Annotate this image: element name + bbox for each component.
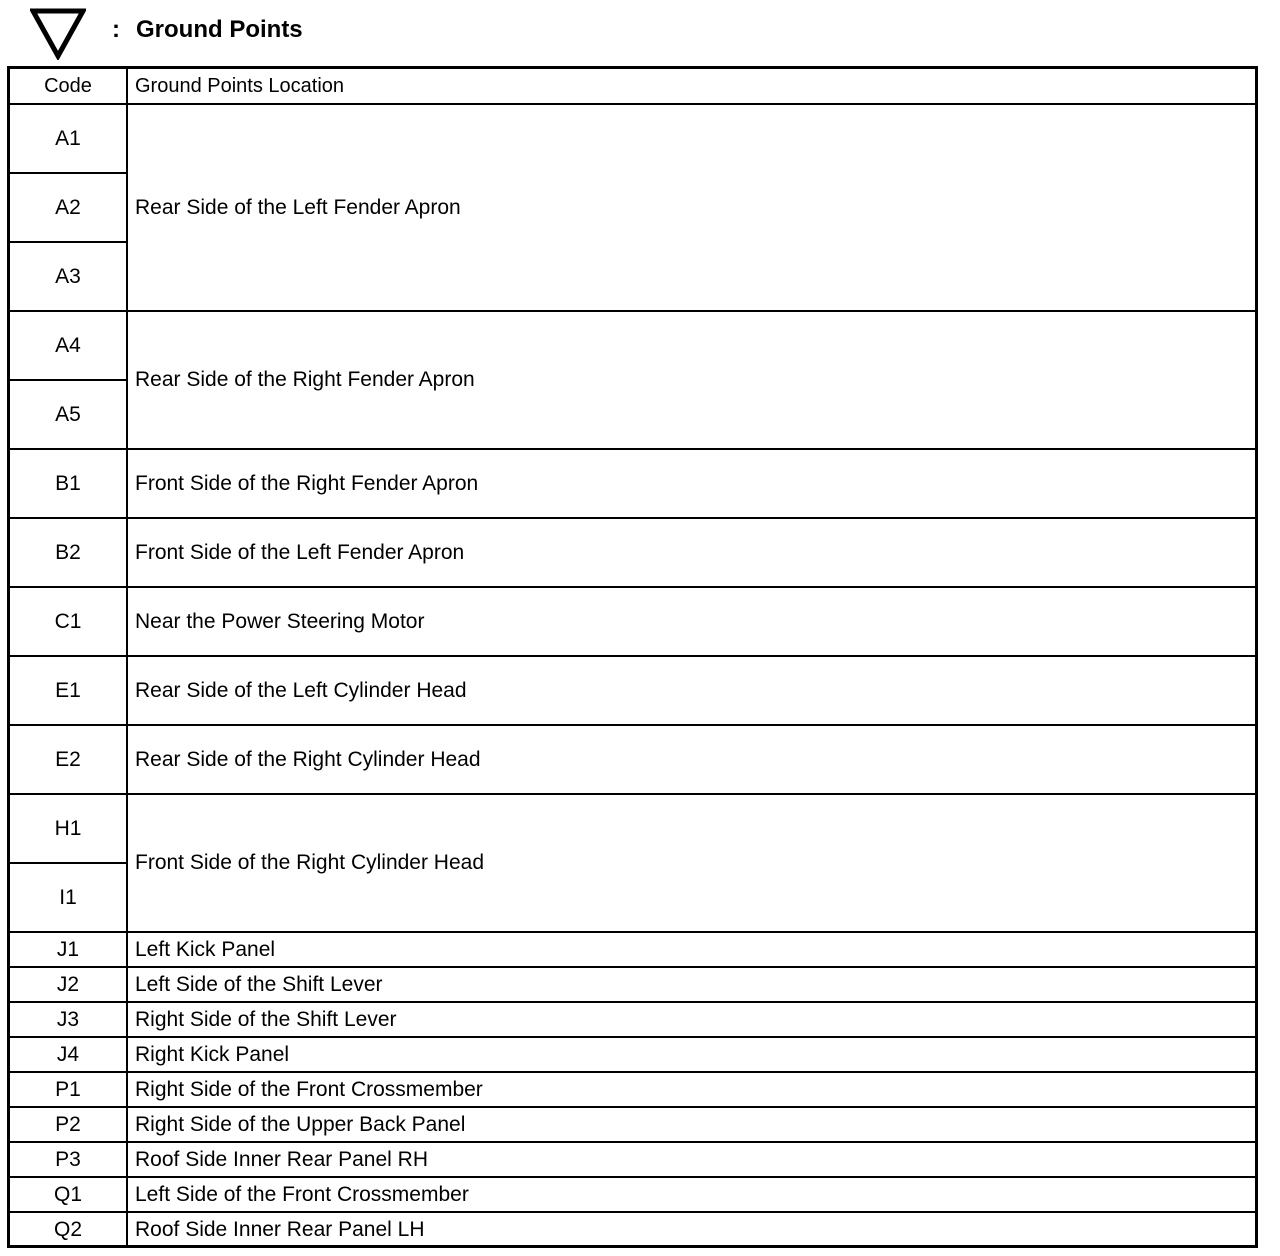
table-row <box>10 794 1255 863</box>
code-cell: A4 <box>10 311 127 380</box>
code-cell: Q2 <box>10 1212 127 1247</box>
location-cell: Left Kick Panel <box>127 932 1255 967</box>
code-cell: H1 <box>10 794 127 863</box>
code-cell: B1 <box>10 449 127 518</box>
code-cell: J2 <box>10 967 127 1002</box>
code-cell: C1 <box>10 587 127 656</box>
code-cell: J1 <box>10 932 127 967</box>
table-row <box>10 1002 1255 1037</box>
code-cell: J4 <box>10 1037 127 1072</box>
location-cell: Rear Side of the Right Cylinder Head <box>127 725 1255 794</box>
code-cell: A1 <box>10 104 127 173</box>
page-title: Ground Points <box>136 16 303 43</box>
code-cell: A5 <box>10 380 127 449</box>
table-row <box>10 1072 1255 1107</box>
code-cell: P3 <box>10 1142 127 1177</box>
code-cell: E2 <box>10 725 127 794</box>
ground-triangle-icon <box>30 8 86 60</box>
code-cell: P1 <box>10 1072 127 1107</box>
location-cell: Roof Side Inner Rear Panel RH <box>127 1142 1255 1177</box>
code-cell: B2 <box>10 518 127 587</box>
location-cell: Roof Side Inner Rear Panel LH <box>127 1212 1255 1247</box>
code-cell: A3 <box>10 242 127 311</box>
location-cell: Rear Side of the Right Fender Apron <box>127 311 1255 449</box>
table-row <box>10 656 1255 725</box>
table-row <box>10 725 1255 794</box>
location-cell: Front Side of the Left Fender Apron <box>127 518 1255 587</box>
location-cell: Left Side of the Shift Lever <box>127 967 1255 1002</box>
table-row <box>10 967 1255 1002</box>
table-row <box>10 1107 1255 1142</box>
location-cell: Front Side of the Right Fender Apron <box>127 449 1255 518</box>
table-row <box>10 1037 1255 1072</box>
table-row <box>10 518 1255 587</box>
ground-points-table <box>7 66 1258 1248</box>
title-colon: : <box>112 16 120 43</box>
table-row <box>10 932 1255 967</box>
code-cell: A2 <box>10 173 127 242</box>
location-cell: Near the Power Steering Motor <box>127 587 1255 656</box>
code-cell: E1 <box>10 656 127 725</box>
location-cell: Front Side of the Right Cylinder Head <box>127 794 1255 932</box>
code-cell: I1 <box>10 863 127 932</box>
location-cell: Right Side of the Front Crossmember <box>127 1072 1255 1107</box>
code-cell: J3 <box>10 1002 127 1037</box>
table-row <box>10 1212 1255 1247</box>
table-row <box>10 449 1255 518</box>
page-header <box>0 0 1280 66</box>
column-header-location: Ground Points Location <box>127 69 1255 104</box>
table-row <box>10 1142 1255 1177</box>
table-row <box>10 587 1255 656</box>
location-cell: Right Side of the Shift Lever <box>127 1002 1255 1037</box>
table-row <box>10 1177 1255 1212</box>
table-row <box>10 104 1255 173</box>
location-cell: Right Kick Panel <box>127 1037 1255 1072</box>
location-cell: Rear Side of the Left Fender Apron <box>127 104 1255 311</box>
location-cell: Right Side of the Upper Back Panel <box>127 1107 1255 1142</box>
code-cell: Q1 <box>10 1177 127 1212</box>
location-cell: Left Side of the Front Crossmember <box>127 1177 1255 1212</box>
table-row <box>10 311 1255 380</box>
column-header-code: Code <box>10 69 127 104</box>
code-cell: P2 <box>10 1107 127 1142</box>
table-header-row <box>10 69 1255 104</box>
location-cell: Rear Side of the Left Cylinder Head <box>127 656 1255 725</box>
